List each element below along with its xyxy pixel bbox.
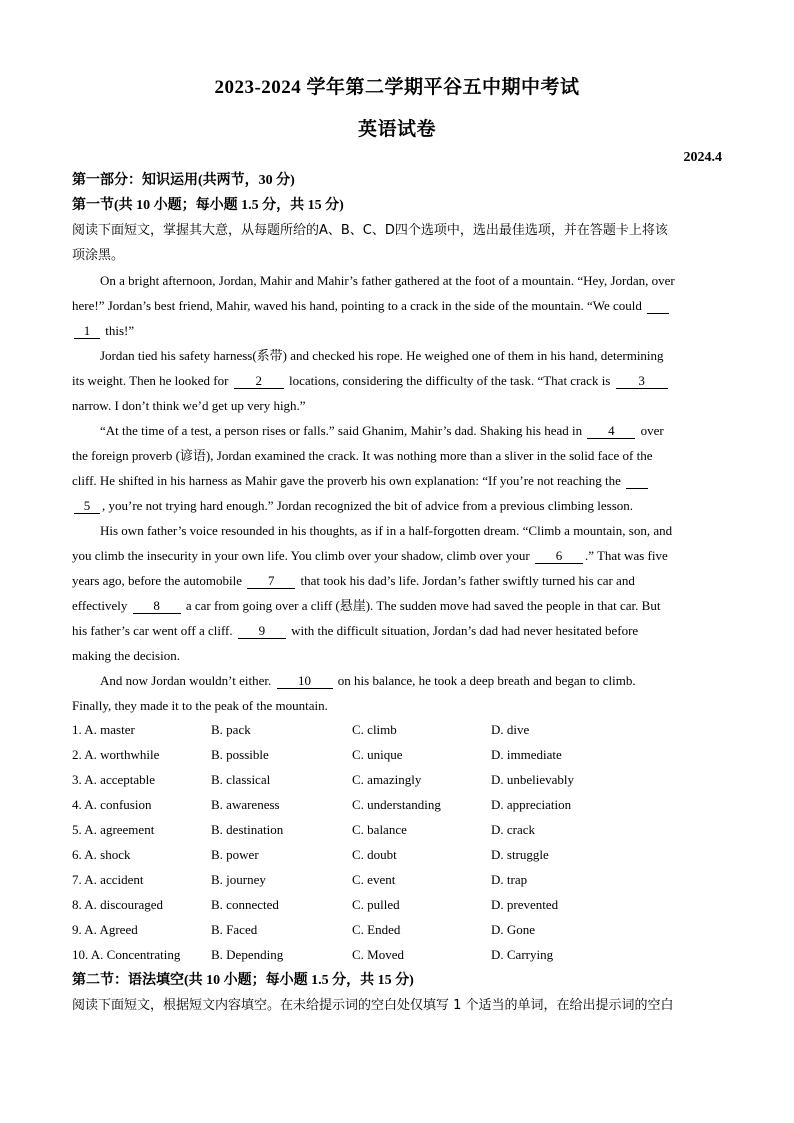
passage-text: effectively	[72, 598, 131, 613]
passage-line	[72, 572, 722, 590]
passage-line	[72, 297, 722, 315]
blank-9[interactable]: 9	[238, 623, 286, 639]
option-3c[interactable]: C. amazingly	[352, 772, 422, 787]
blank-1[interactable]: 1	[74, 323, 100, 339]
blank-7[interactable]: 7	[247, 573, 295, 589]
passage-line	[100, 422, 722, 440]
option-9c[interactable]: C. Ended	[352, 922, 401, 937]
passage-text: this!”	[102, 323, 135, 338]
option-7c[interactable]: C. event	[352, 872, 396, 887]
blank-3[interactable]: 3	[616, 373, 668, 389]
blank-4[interactable]: 4	[587, 423, 635, 439]
option-4a[interactable]: 4. A. confusion	[72, 797, 152, 812]
passage-line: Finally, they made it to the peak of the mountain.	[72, 698, 328, 713]
option-5b[interactable]: B. destination	[211, 822, 284, 837]
passage-text: with the difficult situation, Jordan’s dad had never hesitated before	[287, 623, 639, 638]
passage-line: His own father’s voice resounded in his thoughts, as if in a half-forgotten dream. “Climb a mountain, son, and	[100, 523, 673, 538]
option-5d[interactable]: D. crack	[491, 822, 536, 837]
section1-instruction: 阅读下面短文，掌握其大意，从每题所给的A、B、C、D四个选项中，选出最佳选项，并在答题卡上将该	[72, 223, 668, 238]
passage-line: narrow. I don’t think we’d get up very high.”	[72, 398, 306, 413]
passage-line	[100, 672, 722, 690]
blank-10[interactable]: 10	[277, 673, 333, 689]
option-2b[interactable]: B. possible	[211, 747, 269, 762]
option-3b[interactable]: B. classical	[211, 772, 271, 787]
option-4c[interactable]: C. understanding	[352, 797, 441, 812]
section1-instruction-cont: 项涂黑。	[72, 248, 125, 263]
passage-text: you climb the insecurity in your own life. You climb over your shadow, climb over your	[72, 548, 533, 563]
passage-text: , you’re not trying hard enough.” Jordan recognized the bit of advice from a previous climbing lesson.	[102, 498, 634, 513]
passage-line	[72, 372, 722, 390]
option-3d[interactable]: D. unbelievably	[491, 772, 575, 787]
passage-line	[72, 622, 722, 640]
option-4b[interactable]: B. awareness	[211, 797, 280, 812]
option-9b[interactable]: B. Faced	[211, 922, 258, 937]
option-9d[interactable]: D. Gone	[491, 922, 536, 937]
option-10a[interactable]: 10. A. Concentrating	[72, 947, 181, 962]
passage-line: Jordan tied his safety harness(系带) and checked his rope. He weighed one of them in his hand, determining	[100, 348, 664, 363]
passage-text: “At the time of a test, a person rises or falls.” said Ghanim, Mahir’s dad. Shaking his head in	[100, 423, 586, 438]
passage-line	[72, 322, 722, 340]
option-4d[interactable]: D. appreciation	[491, 797, 572, 812]
blank-5[interactable]: 5	[74, 498, 100, 514]
option-8d[interactable]: D. prevented	[491, 897, 559, 912]
exam-date: 2024.4	[683, 150, 722, 165]
blank-5-start	[626, 473, 648, 489]
option-7d[interactable]: D. trap	[491, 872, 528, 887]
option-1b[interactable]: B. pack	[211, 722, 251, 737]
option-6c[interactable]: C. doubt	[352, 847, 397, 862]
blank-6[interactable]: 6	[535, 548, 583, 564]
passage-text: over	[637, 423, 664, 438]
passage-text: that took his dad’s life. Jordan’s father swiftly turned his car and	[297, 573, 635, 588]
option-10b[interactable]: B. Depending	[211, 947, 284, 962]
option-6b[interactable]: B. power	[211, 847, 259, 862]
blank-1-start	[647, 298, 669, 314]
option-8a[interactable]: 8. A. discouraged	[72, 897, 163, 912]
passage-line: making the decision.	[72, 648, 180, 663]
option-3a[interactable]: 3. A. acceptable	[72, 772, 156, 787]
option-2a[interactable]: 2. A. worthwhile	[72, 747, 160, 762]
option-6a[interactable]: 6. A. shock	[72, 847, 131, 862]
section1-heading: 第一节(共 10 小题；每小题 1.5 分，共 15 分)	[72, 198, 344, 213]
passage-text: locations, considering the difficulty of the task. “That crack is	[285, 373, 614, 388]
blank-8[interactable]: 8	[133, 598, 181, 614]
passage-text: on his balance, he took a deep breath and began to climb.	[334, 673, 636, 688]
option-2d[interactable]: D. immediate	[491, 747, 562, 762]
passage-text: its weight. Then he looked for	[72, 373, 232, 388]
option-1a[interactable]: 1. A. master	[72, 722, 135, 737]
option-9a[interactable]: 9. A. Agreed	[72, 922, 138, 937]
passage-line	[72, 547, 722, 565]
option-10c[interactable]: C. Moved	[352, 947, 404, 962]
option-6d[interactable]: D. struggle	[491, 847, 549, 862]
option-1d[interactable]: D. dive	[491, 722, 530, 737]
part1-heading: 第一部分：知识运用(共两节，30 分)	[72, 173, 295, 188]
option-2c[interactable]: C. unique	[352, 747, 403, 762]
passage-text: cliff. He shifted in his harness as Mahir gave the proverb his own explanation: “If you’re not reaching the	[72, 473, 625, 488]
passage-line	[72, 597, 722, 615]
passage-line	[72, 497, 722, 515]
passage-text: And now Jordan wouldn’t either.	[100, 673, 275, 688]
passage-text: here!” Jordan’s best friend, Mahir, waved his hand, pointing to a crack in the side of the mountain. “We could	[72, 298, 646, 313]
passage-text: years ago, before the automobile	[72, 573, 246, 588]
passage-line: On a bright afternoon, Jordan, Mahir and Mahir’s father gathered at the foot of a mountain. “Hey, Jordan, over	[100, 273, 675, 288]
section2-heading: 第二节：语法填空(共 10 小题；每小题 1.5 分，共 15 分)	[72, 973, 414, 988]
option-7a[interactable]: 7. A. accident	[72, 872, 144, 887]
option-8b[interactable]: B. connected	[211, 897, 279, 912]
option-5c[interactable]: C. balance	[352, 822, 407, 837]
passage-line: the foreign proverb (谚语), Jordan examined the crack. It was nothing more than a sliver in the solid face of the	[72, 448, 653, 463]
option-5a[interactable]: 5. A. agreement	[72, 822, 155, 837]
passage-text: his father’s car went off a cliff.	[72, 623, 236, 638]
option-8c[interactable]: C. pulled	[352, 897, 400, 912]
option-10d[interactable]: D. Carrying	[491, 947, 554, 962]
passage-text: .” That was five	[584, 548, 668, 563]
option-1c[interactable]: C. climb	[352, 722, 397, 737]
option-7b[interactable]: B. journey	[211, 872, 266, 887]
blank-2[interactable]: 2	[234, 373, 284, 389]
exam-subtitle: 英语试卷	[357, 119, 436, 140]
exam-title: 2023-2024 学年第二学期平谷五中期中考试	[214, 77, 580, 98]
passage-line	[72, 472, 722, 490]
section2-instruction: 阅读下面短文，根据短文内容填空。在未给提示词的空白处仅填写 1 个适当的单词，在给出提示词的空白	[72, 998, 674, 1013]
passage-text: a car from going over a cliff (悬崖). The sudden move had saved the people in that car. But	[182, 598, 661, 613]
